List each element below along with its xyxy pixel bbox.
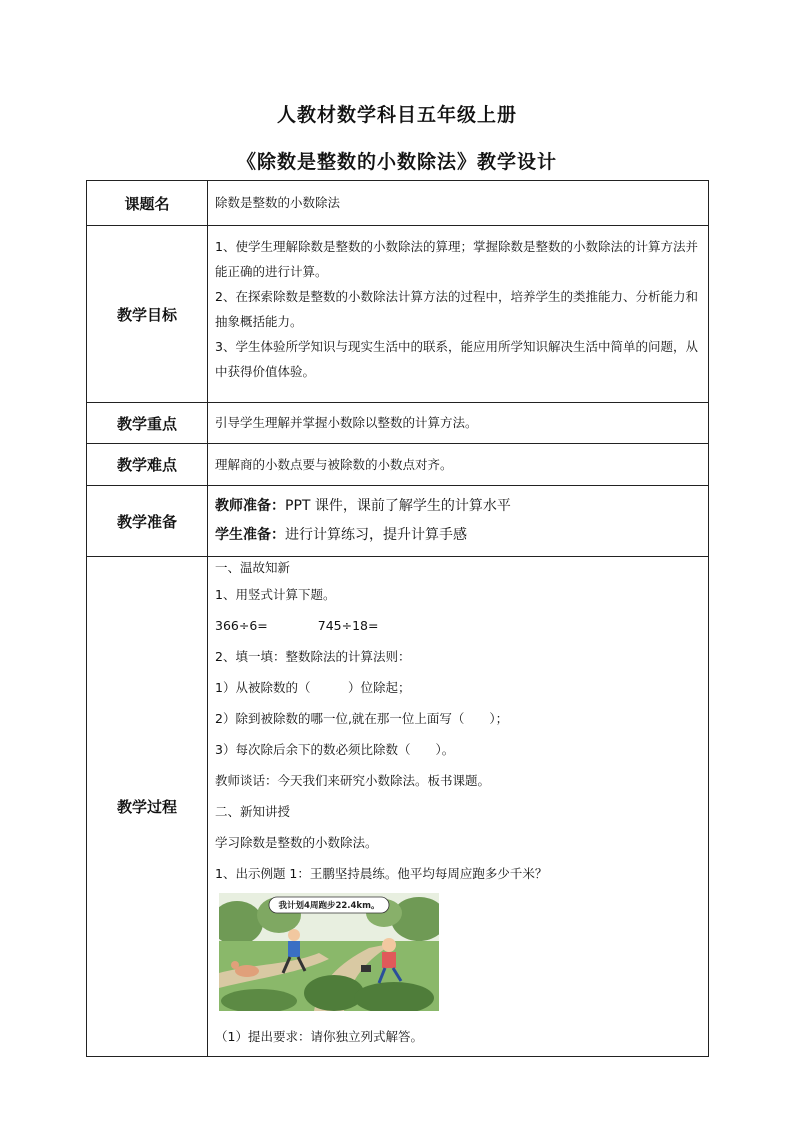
goal-item-2: 2、在探索除数是整数的小数除法计算方法的过程中，培养学生的类推能力、分析能力和抽象概括能力。: [215, 289, 698, 329]
process-line: （1）提出要求：请你独立列式解答。: [215, 1029, 423, 1044]
process-line: 2）除到被除数的哪一位,就在那一位上面写（ ）；: [215, 711, 509, 726]
teacher-prep-value: PPT 课件，课前了解学生的计算水平: [285, 498, 511, 514]
table-row-goals: [87, 226, 709, 403]
topic-label: 课题名: [87, 181, 208, 226]
table-row-topic: [87, 181, 709, 226]
document-subtitle: 《除数是整数的小数除法》教学设计: [236, 151, 557, 173]
process-content: [208, 557, 709, 1057]
exercise-line: [215, 610, 702, 641]
exercise-1: 366÷6=: [215, 618, 268, 633]
process-line: 1、出示例题 1：王鹏坚持晨练。他平均每周应跑多少千米？: [215, 866, 548, 881]
process-line: 1、用竖式计算下题。: [215, 587, 336, 602]
key-text: 引导学生理解并掌握小数除以整数的计算方法。: [215, 415, 478, 430]
example-illustration: [219, 893, 439, 1011]
goals-content: [208, 226, 709, 403]
document-title: 人教材数学科目五年级上册: [276, 104, 517, 126]
process-line: 教师谈话：今天我们来研究小数除法。板书课题。: [215, 773, 491, 788]
illustration-caption: 我计划4周跑步22.4km。: [278, 901, 380, 911]
table-row-process: [87, 557, 709, 1057]
process-line: 3）每次除后余下的数必须比除数（ ）。: [215, 742, 455, 757]
student-prep-value: 进行计算练习，提升计算手感: [285, 527, 467, 543]
difficulty-text: 理解商的小数点要与被除数的小数点对齐。: [215, 456, 453, 472]
process-line: 二、新知讲授: [215, 804, 291, 819]
prep-label: 教学准备: [87, 486, 208, 557]
key-label: 教学重点: [87, 403, 208, 444]
goal-item-1: 1、使学生理解除数是整数的小数除法的算理；掌握除数是整数的小数除法的计算方法并能正确的进行计算。: [215, 239, 698, 279]
table-row-preparation: [87, 486, 709, 557]
table-row-key-point: [87, 403, 709, 444]
difficulty-label: 教学难点: [87, 444, 208, 486]
process-line: 学习除数是整数的小数除法。: [215, 835, 378, 850]
topic-value: [208, 181, 709, 226]
process-line: 2、填一填：整数除法的计算法则：: [215, 649, 411, 664]
lesson-plan-table: [86, 180, 709, 1057]
key-value: [208, 403, 709, 444]
goal-item-3: 3、学生体验所学知识与现实生活中的联系，能应用所学知识解决生活中简单的问题，从中获得价值体验。: [215, 339, 698, 379]
exercise-2: 745÷18=: [317, 618, 379, 633]
process-line: 1）从被除数的（ ）位除起；: [215, 680, 411, 695]
difficulty-value: [208, 444, 709, 486]
topic-text: 除数是整数的小数除法: [215, 195, 341, 210]
goals-label: 教学目标: [87, 226, 208, 403]
teacher-prep-label: 教师准备：: [215, 498, 285, 514]
student-prep: [215, 521, 702, 550]
process-label: 教学过程: [87, 557, 208, 1057]
student-prep-label: 学生准备：: [215, 527, 285, 543]
process-line: 一、温故知新: [215, 560, 291, 575]
prep-content: [208, 486, 709, 557]
teacher-prep: [215, 492, 702, 521]
table-row-difficulty: [87, 444, 709, 486]
